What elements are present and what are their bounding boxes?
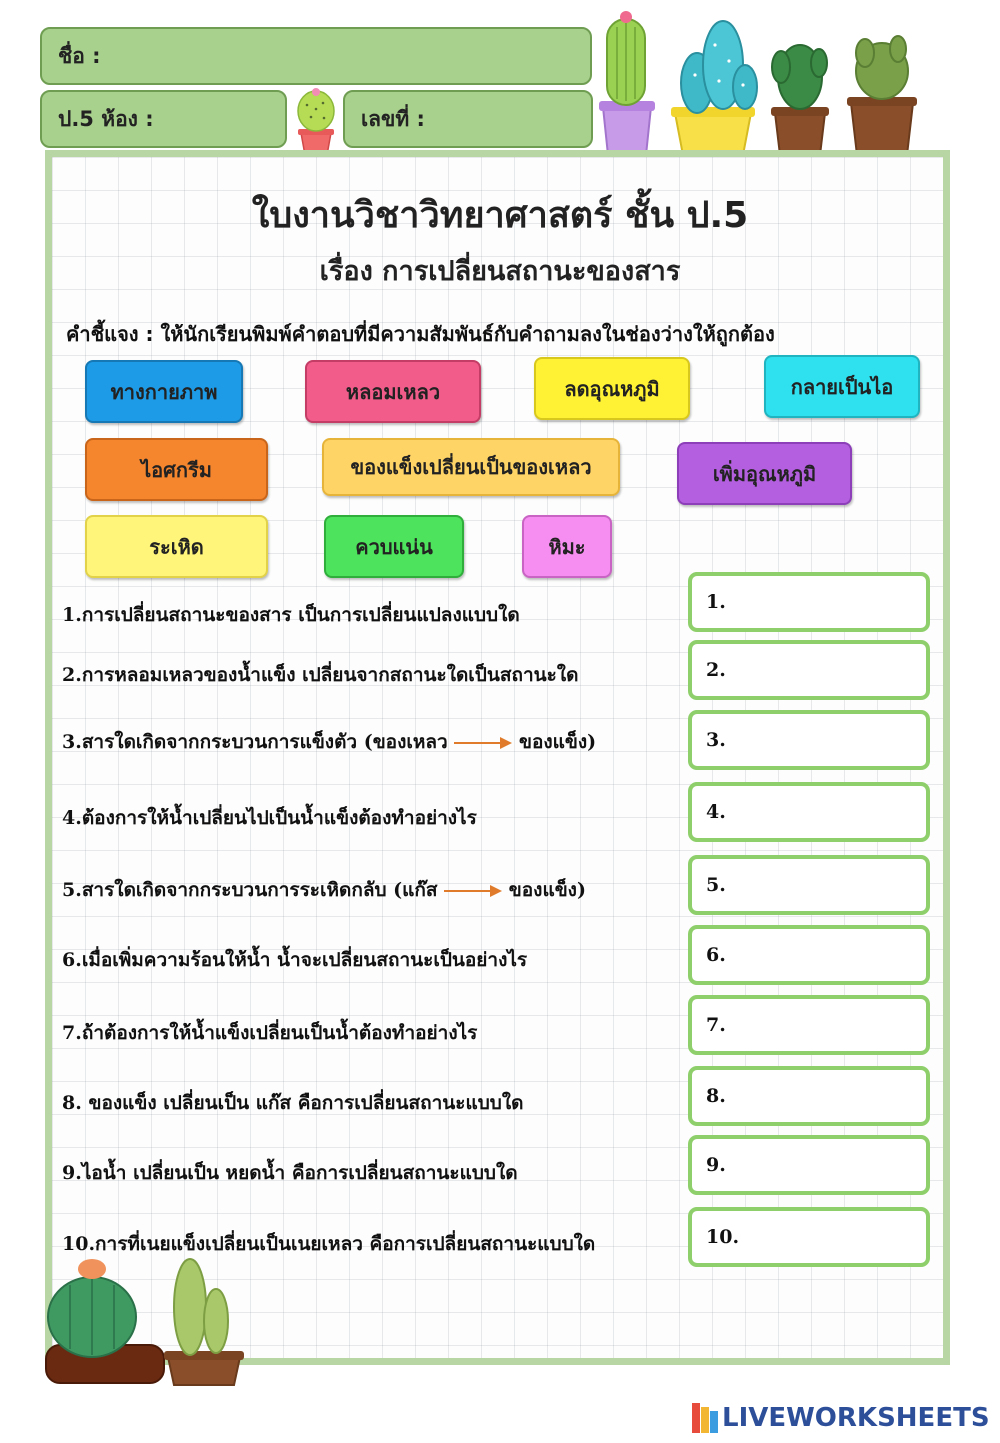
- word-chip-physical[interactable]: ทางกายภาพ: [85, 360, 243, 423]
- answer-input-4[interactable]: [734, 786, 962, 838]
- question-8: 8. ของแข็ง เปลี่ยนเป็น แก๊ส คือการเปลี่ยนสถานะแบบใด: [62, 1092, 524, 1114]
- word-chip-condensation[interactable]: ควบแน่น: [324, 515, 464, 578]
- right-arrow-icon: [444, 884, 502, 898]
- liveworksheets-logo: [692, 1403, 990, 1433]
- word-chip-increase-temperature[interactable]: เพิ่มอุณหภูมิ: [677, 442, 852, 505]
- answer-box-2[interactable]: 2.: [688, 640, 930, 700]
- question-5: [62, 875, 586, 905]
- question-9: 9.ไอน้ำ เปลี่ยนเป็น หยดน้ำ คือการเปลี่ยนสถานะแบบใด: [62, 1162, 518, 1184]
- word-chip-snow[interactable]: หิมะ: [522, 515, 612, 578]
- answer-input-9[interactable]: [734, 1139, 962, 1191]
- student-number-field[interactable]: [343, 90, 593, 148]
- answer-input-3[interactable]: [734, 714, 962, 766]
- answer-box-5[interactable]: 5.: [688, 855, 930, 915]
- answer-box-8[interactable]: 8.: [688, 1066, 930, 1126]
- answer-input-2[interactable]: [734, 644, 962, 696]
- question-7: 7.ถ้าต้องการให้น้ำแข็งเปลี่ยนเป็นน้ำต้องทำอย่างไร: [62, 1022, 478, 1044]
- answer-box-9[interactable]: 9.: [688, 1135, 930, 1195]
- answer-input-8[interactable]: [734, 1070, 962, 1122]
- answer-box-3[interactable]: 3.: [688, 710, 930, 770]
- word-chip-decrease-temperature[interactable]: ลดอุณหภูมิ: [534, 357, 690, 420]
- worksheet-title: ใบงานวิชาวิทยาศาสตร์ ชั้น ป.5: [251, 195, 749, 236]
- question-6: 6.เมื่อเพิ่มความร้อนให้น้ำ น้ำจะเปลี่ยนสถานะเป็นอย่างไร: [62, 949, 528, 971]
- answer-input-6[interactable]: [734, 929, 962, 981]
- answer-box-10[interactable]: 10.: [688, 1207, 930, 1267]
- answer-box-1[interactable]: 1.: [688, 572, 930, 632]
- question-10: 10.การที่เนยแข็งเปลี่ยนเป็นเนยเหลว คือการเปลี่ยนสถานะแบบใด: [62, 1233, 596, 1255]
- student-number-label: เลขที่ :: [361, 106, 425, 131]
- answer-input-7[interactable]: [734, 999, 962, 1051]
- answer-input-5[interactable]: [734, 859, 962, 911]
- worksheet-subtitle: เรื่อง การเปลี่ยนสถานะของสาร: [319, 256, 681, 287]
- small-cactus-icon: [289, 85, 343, 157]
- name-label: ชื่อ :: [58, 43, 101, 68]
- word-chip-ice-cream[interactable]: ไอศกรีม: [85, 438, 268, 501]
- question-1: 1.การเปลี่ยนสถานะของสาร เป็นการเปลี่ยนแปลงแบบใด: [62, 604, 520, 626]
- answer-box-6[interactable]: 6.: [688, 925, 930, 985]
- name-field[interactable]: [40, 27, 592, 85]
- answer-box-4[interactable]: 4.: [688, 782, 930, 842]
- cactus-pots-decoration-icon: [595, 5, 930, 160]
- answer-input-10[interactable]: [747, 1211, 975, 1263]
- liveworksheets-logo-icon: [692, 1403, 718, 1433]
- question-4: 4.ต้องการให้น้ำเปลี่ยนไปเป็นน้ำแข็งต้องทำอย่างไร: [62, 807, 477, 829]
- question-2: 2.การหลอมเหลวของน้ำแข็ง เปลี่ยนจากสถานะใดเป็นสถานะใด: [62, 664, 579, 686]
- question-3-text-a: 3.สารใดเกิดจากกระบวนการแข็งตัว (ของเหลว: [62, 731, 448, 753]
- word-chip-melting[interactable]: หลอมเหลว: [305, 360, 481, 423]
- question-5-text-a: 5.สารใดเกิดจากกระบวนการระเหิดกลับ (แก๊ส: [62, 879, 438, 901]
- question-5-text-b: ของแข็ง): [508, 879, 586, 901]
- right-arrow-icon: [454, 736, 512, 750]
- answer-box-7[interactable]: 7.: [688, 995, 930, 1055]
- instructions-text: คำชี้แจง : ให้นักเรียนพิมพ์คำตอบที่มีความสัมพันธ์กับคำถามลงในช่องว่างให้ถูกต้อง: [66, 322, 775, 346]
- bottom-cactus-decoration-icon: [40, 1245, 255, 1390]
- word-chip-sublimation[interactable]: ระเหิด: [85, 515, 268, 578]
- question-3: [62, 727, 596, 757]
- brand-name: LIVEWORKSHEETS: [722, 1403, 990, 1433]
- answer-input-1[interactable]: [734, 576, 962, 628]
- question-3-text-b: ของแข็ง): [518, 731, 597, 753]
- class-field[interactable]: [40, 90, 287, 148]
- word-chip-solid-to-liquid[interactable]: ของแข็งเปลี่ยนเป็นของเหลว: [322, 438, 620, 496]
- class-label: ป.5 ห้อง :: [58, 106, 154, 131]
- word-chip-evaporation[interactable]: กลายเป็นไอ: [764, 355, 920, 418]
